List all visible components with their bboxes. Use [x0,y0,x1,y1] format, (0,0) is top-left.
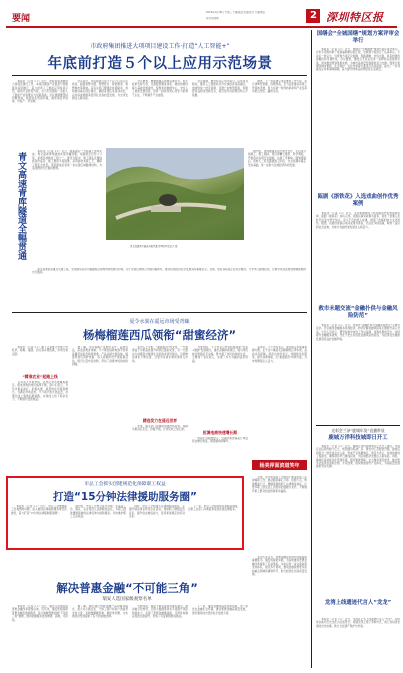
boxed-body-col2: 据介绍，市总工会整合各方资源，在基层工会、园区、企业等设立法律服务站点，为职工提供便捷高效的法律咨询与援助服务，切实维护职工合法权益。 [70,505,126,519]
lead-body-col4: 会议强调，要坚持以应用为牵引，以场景为驱动，推动人工智能技术与实体经济深度融合，加快形成一批可复制、可推广的典型经验，积极营造良好的创新生态，吸引更多优质项目和人才集聚。 [192,80,248,97]
section-rule-1 [12,312,307,313]
boxed-body-col4: 下一步，市总工会将持续完善服务网络，让职工在家门口就能享受到优质法律服务。 [188,505,240,512]
tunnel-text-right: 据介绍，青库隧道采用分离式设计，左右线分别施工。施工期间，项目部精心组织、科学调度，严格落实各项安全措施，实现了零事故。隧道贯通后，将转入二衬及路面施工阶段，为全线通车奠定坚实基础，进一步助力区域经济协同发展。 [248,150,306,167]
lead-body-col2: 会议指出，年底前将打造５个以上应用示范场景，涵盖智慧交通、智慧医疗、智能制造、智慧城市等领域。各有关部门要强化协同联动，加快推进重点项目建设，确保各项任务落到实处，以实际成效服务经济社会高质量发展，为全市发展注入新动能。 [72,80,128,101]
mid-title: 杨梅榴莲西瓜领衔“甜蜜经济” [82,328,237,342]
right-body-1: 本报讯（记者 ××）近日，国缮会“全城国缮”规划方案评审会举行。评审专家组听取了规划编制单位的汇报，对规划方案进行了认真审议。专家们一致认为，该规划方案定位准确、思路清晰、内容全面，具有较强的前瞻性和可操作性。会议要求，要结合专家意见进一步修改完善规划方案，加快推进规划落地实施，为城市高质量发展提供有力支撑。规划方案围绕城市更新、生态保护、文化传承等方面进行系统谋划，提出了一系列重点任务和保障措施，着力提升城市品质和居民生活质量。 [316,48,400,72]
page-number: 2 [310,10,317,21]
mid-body-col2: 据了解，今年杨梅产量稳中有升，品质优良，深受消费者青睐。不少果农借助电商平台和直播带货拓宽销售渠道，产品远销全国各地。榴莲和西瓜同样热销，各大商超纷纷开展促销活动，吸引大量市民选购，带动了消费市场的持续回暖。 [72,346,128,367]
mid-body-col5: 采访中，不少市民表示，现在购买水果越来越方便，足不出户就能买到新鲜的应季水果，品质也有保障。商家也纷纷表示，将继续优化服务，提升消费体验，让“甜蜜经济”持续升温，为市场繁荣注入活力。 [252,346,307,363]
right-h4: 光彩会兰泽“鹿城年货”直播带货 [331,428,385,433]
mid-body-col4: 与此同时，不少农业合作社积极探索“农业+旅游”发展模式，推出采摘体验项目，吸引市民前往果园亲手采摘，既丰富了市民的休闲生活，又增加了农民收入，实现了多方共赢的良好局面。 [192,346,248,363]
mid-sub2: 精选发力在遥远世界 [142,418,178,423]
bottom-body-col4: 下一步，瑞安将继续深化改革创新，进一步优化金融生态环境，推动普惠金融高质量发展，更好服务地方经济社会发展大局。 [192,605,248,615]
tunnel-photo [106,148,244,240]
mid-badge-text: 杨美萍面滨道笑年 [259,462,300,469]
section-label: 要闻 [12,14,31,24]
dateline-2: 校对/赵丽华 [206,17,219,20]
right-body-5: 本报讯（记者 ××）近日，龙湾区正式上线遗迹代言人“龙龙”。该形象以地方历史文化为灵感设计，将通过线上线下多种方式，向公众讲述龙湾的历史故事，助力文化遗产保护与传承。 [316,618,400,628]
right-body-3: 本报讯（记者 ××）近日，市举办“金融扑供与金融风险防范”专题交流会。会议围绕金融服务实体经济、防范化解金融风险等主题展开深入交流。与会人员表示，要坚持稳中求进工作总基调，统筹发展和安全，持续提升金融服务质效，守住不发生系统性金融风险的底线，为经济社会健康发展营造良好金融环境。 [316,324,400,341]
bottom-body-col3: 与此同时，瑞安不断完善信用体系建设，推动数字化转型，运用大数据等技术手段提升风险防控能力，实现了普惠金融覆盖面、可得性和满意度的全面提升，形成了可复制的经验做法。 [132,605,188,619]
lead-kicker: 市政府集团推进大项项目建设工作·打造“人工智能+” [90,43,230,50]
tunnel-caption: 青文高速青库隧道全幅贯通 深圳特区报记者 摄 [130,245,178,248]
right-h3: 救市未题交流“金融扑供与金融风险防范” [318,306,398,319]
header-rule [6,26,397,28]
bottom-body-col1: 本报讯（记者 ××）近日，瑞安入选国家级普惠金融改革观察名单。近年来，瑞安积极探索普惠金融发展新路径，着力破解普惠金融“不可能三角”难题，推动金融服务更加便捷、高效、可持续。 [12,605,68,622]
mid-body-col3: 业内人士分析，“甜蜜经济”的火热，一方面得益于水果品质提升和供应链的完善，另一方面也与消费者对健康生活的追求密切相关。冷链物流体系不断完善，让更多优质水果快速进入市场。 [132,346,188,363]
dateline: 2023年1月18日 星期三 主编/陈磊 版编/张丹 美编/陈钦 [206,11,266,14]
mid-body-col1: 本报讯（记者 ××）眼下正是夏令水果上市旺季，杨梅、榴莲、西瓜等水果热销，市场交易活跃。 [12,346,68,356]
mid-sub1: “精准农业”起跑上线 [22,374,58,379]
page-header [6,8,397,26]
right-h4b: 鹿城万洋科技城即日开工 [328,435,388,441]
right-h2: 瓯剧《浙铁花》入选戏曲创作优秀案例 [317,194,399,207]
mid-sub3: 抢滩电商快速增长期 [202,430,238,435]
side-column-right-of-box: 另悉，近年来各级工会组织不断深化职工法律援助工作，推动服务重心下移、资源下沉，构建覆盖广泛、便捷高效的职工法律服务体系，让更多职工感受到工会组织的温暖与关怀，不断提升职工群众的获得感和幸福感。 [252,476,307,493]
boxed-body-col1: 本报讯（记者 ××）近日，市总工会聚焦职工急难愁盼问题，深入推进法律援助服务规范化建设，着力打造“15分钟法律援助服务圈”。 [11,505,67,515]
right-h5: 龙湾上线遗迹代言人“龙龙” [324,600,392,606]
tunnel-text-bottom: 青文高速是省重点交通工程，全线通车后将大幅缩短沿线城市间的通行时间，对于完善区域综合交通运输体系、推动沿线经济社会发展具有重要意义。目前，项目各标段正在有序推进，力争早日建成投用，让群众享受到更加便捷高效的出行服务。 [32,268,306,275]
right-rule-1 [316,425,400,426]
lead-body-col1: 本报讯（记者 ××）近日，市政府集团推进大项项目建设工作，本项目围绕产业链条与创新链条深度融合，着力培育人工智能应用场景示范，推动行业转型升级，全力打造国际一流的人工智能产业集聚区与创新高地。会议强调要坚持问题导向，持续优化营商环境，推动项目早落地、早投产、早见效。 [12,80,68,104]
right-body-4: 本报讯（记者 ××）近日，鹿城万洋科技城项目正式开工建设。该项目总投资约数十亿元，规划建设标准厂房、研发中心及配套设施，建成后将吸引一批优质企业入驻，形成产业集聚效应。项目方表示，将加快推进工程建设，确保项目早日建成投用，为区域经济发展注入新动能。同时，鹿城区将持续优化营商环境，强化要素保障，全力服务项目建设，推动更多优质项目落地生根、开花结果，加快构建现代产业体系，为高质量发展提供坚实支撑。 [316,445,400,469]
masthead-logo: 深圳特区报 [326,11,384,24]
tunnel-text-left: 本报讯（记者 ××）近日，随着最后一方混凝土浇筑完成，青文高速青库隧道实现全幅贯通。该隧道全长约３公里，是项目控制性工程之一。建设过程中，施工团队克服地质条件复杂、施工难度大等困难，采用新技术新工艺，确保工程安全质量。项目建成后将进一步完善区域路网结构，为沿线群众出行提供便利。 [32,150,102,171]
right-body-2: 本报讯（记者 ××）近日，文化和旅游部公布戏曲创作优秀案例名单，瓯剧《浙铁花》成功入选。该剧以真实故事为蓝本，讲述了普通人在时代洪流中坚守信念、奋斗不息的感人故事，展现了浓郁的地方文化特色。据悉，该剧自首演以来深受观众喜爱，先后在多地巡演，取得了良好的社会反响，为地方戏曲传承发展注入新活力。 [316,212,400,229]
boxed-kicker: 市总工会抓实创建规范化保障职工权益 [84,482,166,487]
mid-kicker: 夏令水果在遥远市场受青睐 [129,319,190,325]
mid-body-col1b: 走进各大水果市场，各类应季水果琳琅满目，前来选购的市民络绎不绝。商户们表示，今年水果品质好、价格实惠，销量较往年明显增长。为满足市场需求，不少商户加大进货量，并通过线上渠道拓展销路，实现线上线下同步发力，不断提升经营效益。 [12,381,68,402]
lead-body-col5: 据悉，下一步将建立项目推进工作专班，实行清单化管理，挂图作战，全力以赴推动各项工作落地见效，努力在新一轮科技革命和产业变革中抢占先机，赢得主动。 [252,80,307,94]
lead-rule [12,75,307,76]
mid-body-col3b: 未来，相关部门将继续加强市场监管，保障水果供应充足、价格平稳，让市民吃上放心果。 [132,425,188,432]
bottom-subtitle: 瑞安人选国家级观察名单 [102,597,152,602]
tunnel-photo-illustration [106,148,244,240]
lead-body-col3: 会议要求，要聚焦重点领域关键环节，加大政策支持力度，完善配套服务体系。要加快推进算力基础设施建设，统筹布局数据中心，夯实人工智能发展底座，培育一批具有核心竞争力的骨干企业，不断提升产业能级。 [132,80,188,97]
mid-body-col4b: 电商平台数据显示，近期水果类商品订单量同比增长明显，销售额持续攀升。 [192,437,248,444]
boxed-title: 打造“15分钟法律援助服务圈” [53,491,197,503]
right-h1: 国缮会“全城国缮”规划方案评审会举行 [316,31,400,44]
lead-title: 年底前打造５个以上应用示范场景 [47,56,273,72]
boxed-body-col3: 同时，市总工会组建专业律师服务团队，定期开展法律宣传进企业活动，帮助职工增强法治意识，提升依法维权能力，营造和谐稳定的劳动关系。 [129,505,185,519]
bottom-body-col5: 业内专家认为，普惠金融是实现共同富裕的重要抓手。瑞安的探索实践，为各地推进普惠金融改革提供了有益借鉴。未来应进一步完善政策支持体系，强化多方协同，推动金融资源更多流向重点领域和薄弱环节，助力经济社会高质量发展。 [252,556,307,577]
bottom-title: 解决普惠金融“不可能三角” [56,581,198,595]
bottom-body-col2: 据了解，瑞安通过创新金融产品和服务模式，加大对小微企业、个体工商户和农户的信贷支持力度，有效缓解融资难、融资贵问题，为实体经济发展提供了有力的金融支撑。 [72,605,128,619]
tunnel-side-title: 青文高速青库隧道全幅贯通 [16,152,26,260]
right-column-divider [311,30,312,668]
